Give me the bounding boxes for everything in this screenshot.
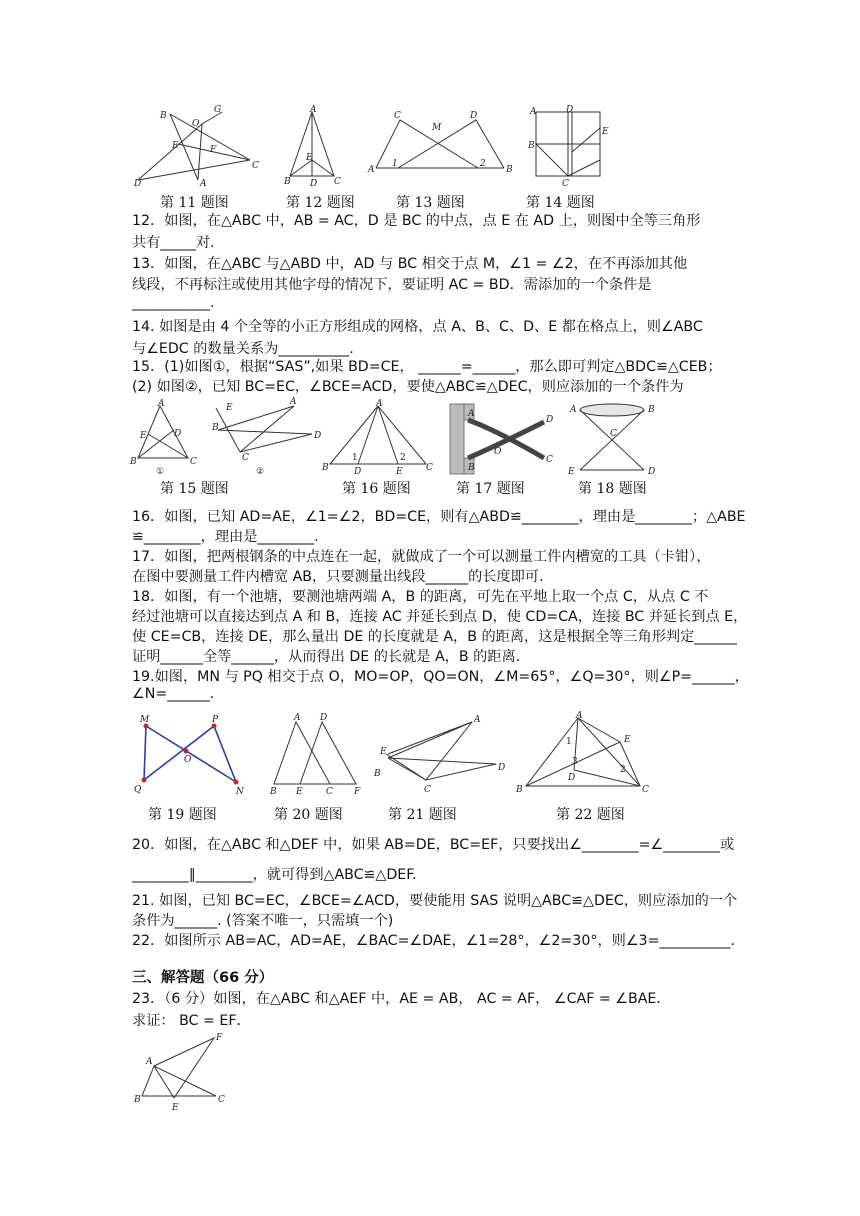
figure-q21 — [372, 714, 512, 798]
svg-text:E: E — [226, 403, 233, 413]
q15-line2: (2) 如图②，已知 BC=EC，∠BCE=ACD，要使△ABC≌△DEC，则应添加的一个条件为 — [132, 379, 684, 395]
q22-line1: 22．如图所示 AB=AC，AD=AE，∠BAC=∠DAE，∠1=28°，∠2=30°，则∠3=__________. — [132, 933, 735, 949]
q19-line2: ∠N=______. — [132, 686, 215, 702]
svg-text:A: A — [146, 1057, 153, 1067]
q17-line2: 在图中要测量工件内槽宽 AB，只要测量出线段______的长度即可. — [132, 569, 544, 585]
svg-text:M: M — [432, 123, 442, 133]
svg-text:3: 3 — [572, 757, 578, 767]
svg-text:B: B — [528, 141, 535, 151]
caption-q16: 第 16 题图 — [342, 481, 411, 497]
svg-text:C: C — [394, 111, 401, 121]
svg-text:A: A — [294, 713, 301, 723]
figure-q11 — [132, 104, 262, 190]
q14-line2: 与∠EDC 的数量关系为__________. — [132, 341, 354, 357]
svg-text:N: N — [236, 787, 244, 797]
q13-line3: ___________. — [132, 295, 215, 311]
caption-q22: 第 22 题图 — [556, 807, 625, 823]
svg-text:B: B — [468, 463, 475, 473]
svg-text:2: 2 — [620, 765, 626, 775]
svg-text:C: C — [562, 179, 569, 189]
svg-text:1: 1 — [392, 159, 398, 169]
q18-line1: 18．如图，有一个池塘，要测池塘两端 A，B 的距离，可先在平地上取一个点 C，从点 C 不 — [132, 589, 709, 605]
svg-text:E: E — [172, 141, 179, 151]
q16-line1: 16．如图，已知 AD=AE，∠1=∠2，BD=CE，则有△ABD≌________，理由是________；△ABE — [132, 509, 746, 525]
q12-line2: 共有_____对. — [132, 235, 215, 251]
svg-text:A: A — [290, 397, 297, 407]
caption-q21: 第 21 题图 — [388, 807, 457, 823]
sub-label-1: ① — [156, 467, 165, 477]
svg-text:2: 2 — [480, 159, 486, 169]
svg-text:F: F — [210, 145, 217, 155]
caption-q14: 第 14 题图 — [526, 195, 595, 211]
svg-text:1: 1 — [352, 453, 358, 463]
section-heading: 三、解答题（66 分） — [132, 970, 274, 986]
svg-text:C: C — [424, 785, 431, 795]
svg-text:D: D — [354, 467, 362, 477]
q21-line2: 条件为______. (答案不唯一，只需填一个) — [132, 913, 394, 929]
sub-label-2: ② — [256, 467, 265, 477]
svg-text:A: A — [530, 107, 537, 117]
svg-text:E: E — [172, 1103, 179, 1113]
figure-q20 — [266, 714, 376, 798]
q16-line2: ≌________，理由是________. — [132, 529, 319, 545]
svg-text:A: A — [310, 105, 317, 115]
figure-q14 — [528, 104, 608, 190]
svg-text:E: E — [568, 467, 575, 477]
q13-line2: 线段，不再标注或使用其他字母的情况下，要证明 AC = BD．需添加的一个条件是 — [132, 277, 652, 293]
q20-line1: 20．如图，在△ABC 和△DEF 中，如果 AB=DE，BC=EF，只要找出∠________=∠________或 — [132, 837, 735, 853]
svg-text:C: C — [610, 429, 617, 439]
figure-q18 — [566, 400, 656, 480]
svg-text:A: A — [576, 711, 583, 721]
svg-text:D: D — [320, 713, 328, 723]
svg-text:E: E — [380, 747, 387, 757]
svg-text:E: E — [624, 735, 631, 745]
svg-text:A: A — [368, 165, 375, 175]
figure-q22 — [516, 711, 656, 798]
svg-text:E: E — [296, 787, 303, 797]
svg-text:D: D — [470, 111, 478, 121]
svg-text:E: E — [140, 431, 147, 441]
caption-q20: 第 20 题图 — [274, 807, 343, 823]
svg-text:C: C — [426, 463, 433, 473]
caption-q13: 第 13 题图 — [396, 195, 465, 211]
svg-text:A: A — [468, 409, 475, 419]
caption-q17: 第 17 题图 — [456, 481, 525, 497]
svg-text:C: C — [546, 455, 553, 465]
svg-text:O: O — [494, 447, 502, 457]
q18-line4: 证明______全等______，从而得出 DE 的长就是 A，B 的距离. — [132, 649, 521, 665]
svg-text:E: E — [306, 153, 313, 163]
figure-q15 — [130, 397, 322, 480]
q19-line1: 19.如图，MN 与 PQ 相交于点 O，MO=OP，QO=ON，∠M=65°，∠Q=30°，则∠P=______， — [132, 669, 749, 685]
svg-text:C: C — [242, 453, 249, 463]
svg-text:D: D — [134, 179, 142, 189]
figure-q17 — [446, 400, 556, 480]
caption-q18: 第 18 题图 — [578, 481, 647, 497]
svg-text:B: B — [134, 1095, 141, 1105]
svg-text:1: 1 — [566, 737, 572, 747]
svg-text:E: E — [396, 467, 403, 477]
svg-text:O: O — [184, 755, 192, 765]
q17-line1: 17．如图，把两根钢条的中点连在一起，就做成了一个可以测量工件内槽宽的工具（卡钳）， — [132, 549, 711, 565]
svg-text:A: A — [158, 399, 165, 409]
svg-text:2: 2 — [400, 453, 406, 463]
svg-text:D: D — [310, 179, 318, 189]
svg-text:B: B — [212, 423, 219, 433]
figure-q16 — [322, 400, 432, 480]
q23-line2: 求证： BC = EF． — [132, 1013, 251, 1029]
figure-q13 — [368, 104, 518, 190]
svg-text:D: D — [498, 763, 506, 773]
svg-text:P: P — [212, 715, 219, 725]
svg-text:A: A — [376, 399, 383, 409]
svg-text:C: C — [334, 177, 341, 187]
q21-line1: 21. 如图，已知 BC=EC，∠BCE=∠ACD，要使能用 SAS 说明△ABC≌△DEC，则应添加的一个 — [132, 893, 738, 909]
figure-q12 — [282, 104, 342, 190]
svg-text:D: D — [566, 105, 574, 115]
svg-text:B: B — [160, 111, 167, 121]
svg-text:C: C — [642, 785, 649, 795]
q20-line2: ________∥________，就可得到△ABC≌△DEF. — [132, 867, 417, 883]
svg-text:B: B — [130, 457, 137, 467]
caption-q15: 第 15 题图 — [160, 481, 229, 497]
svg-text:C: C — [218, 1095, 225, 1105]
figure-q19 — [132, 714, 252, 798]
q12-line1: 12．如图，在△ABC 中，AB = AC，D 是 BC 的中点，点 E 在 AD 上，则图中全等三角形 — [132, 213, 701, 229]
q18-line2: 经过池塘可以直接达到点 A 和 B，连接 AC 并延长到点 D，使 CD=CA，连接 BC 并延长到点 E， — [132, 609, 748, 625]
svg-text:D: D — [546, 415, 554, 425]
caption-q12: 第 12 题图 — [286, 195, 355, 211]
svg-text:F: F — [216, 1033, 223, 1043]
q15-line1: 15．(1)如图①，根据“SAS”,如果 BD=CE， ______=______，那么即可判定△BDC≌△CEB； — [132, 359, 722, 375]
svg-text:C: C — [252, 161, 259, 171]
svg-text:Q: Q — [134, 785, 142, 795]
svg-text:C: C — [190, 457, 197, 467]
q23-line1: 23．（6 分）如图，在△ABC 和△AEF 中，AE = AB， AC = AF， ∠CAF = ∠BAE． — [132, 991, 671, 1007]
q14-line1: 14. 如图是由 4 个全等的小正方形组成的网格，点 A、B、C、D、E 都在格点上，则∠ABC — [132, 319, 703, 335]
svg-text:C: C — [326, 787, 333, 797]
caption-q19: 第 19 题图 — [148, 807, 217, 823]
svg-text:A: A — [200, 179, 207, 189]
q18-line3: 使 CE=CB，连接 DE，那么量出 DE 的长度就是 A，B 的距离，这是根据全等三角形判定______ — [132, 629, 737, 645]
svg-text:B: B — [322, 463, 329, 473]
svg-text:B: B — [516, 785, 523, 795]
svg-text:B: B — [506, 165, 513, 175]
figure-q23 — [130, 1030, 230, 1113]
svg-text:E: E — [602, 127, 609, 137]
svg-text:F: F — [354, 787, 361, 797]
svg-text:A: A — [474, 715, 481, 725]
svg-text:D: D — [568, 773, 576, 783]
svg-text:O: O — [192, 119, 200, 129]
q13-line1: 13．如图，在△ABC 与△ABD 中，AD 与 BC 相交于点 M，∠1 = ∠2，在不再添加其他 — [132, 256, 688, 272]
svg-text:D: D — [174, 429, 182, 439]
svg-text:B: B — [648, 405, 655, 415]
svg-text:D: D — [648, 467, 656, 477]
svg-text:D: D — [314, 431, 322, 441]
caption-q11: 第 11 题图 — [160, 195, 229, 211]
svg-text:B: B — [284, 177, 291, 187]
svg-text:A: A — [570, 405, 577, 415]
svg-text:M: M — [140, 715, 150, 725]
svg-text:B: B — [270, 787, 277, 797]
svg-text:B: B — [374, 769, 381, 779]
svg-text:G: G — [214, 105, 222, 115]
